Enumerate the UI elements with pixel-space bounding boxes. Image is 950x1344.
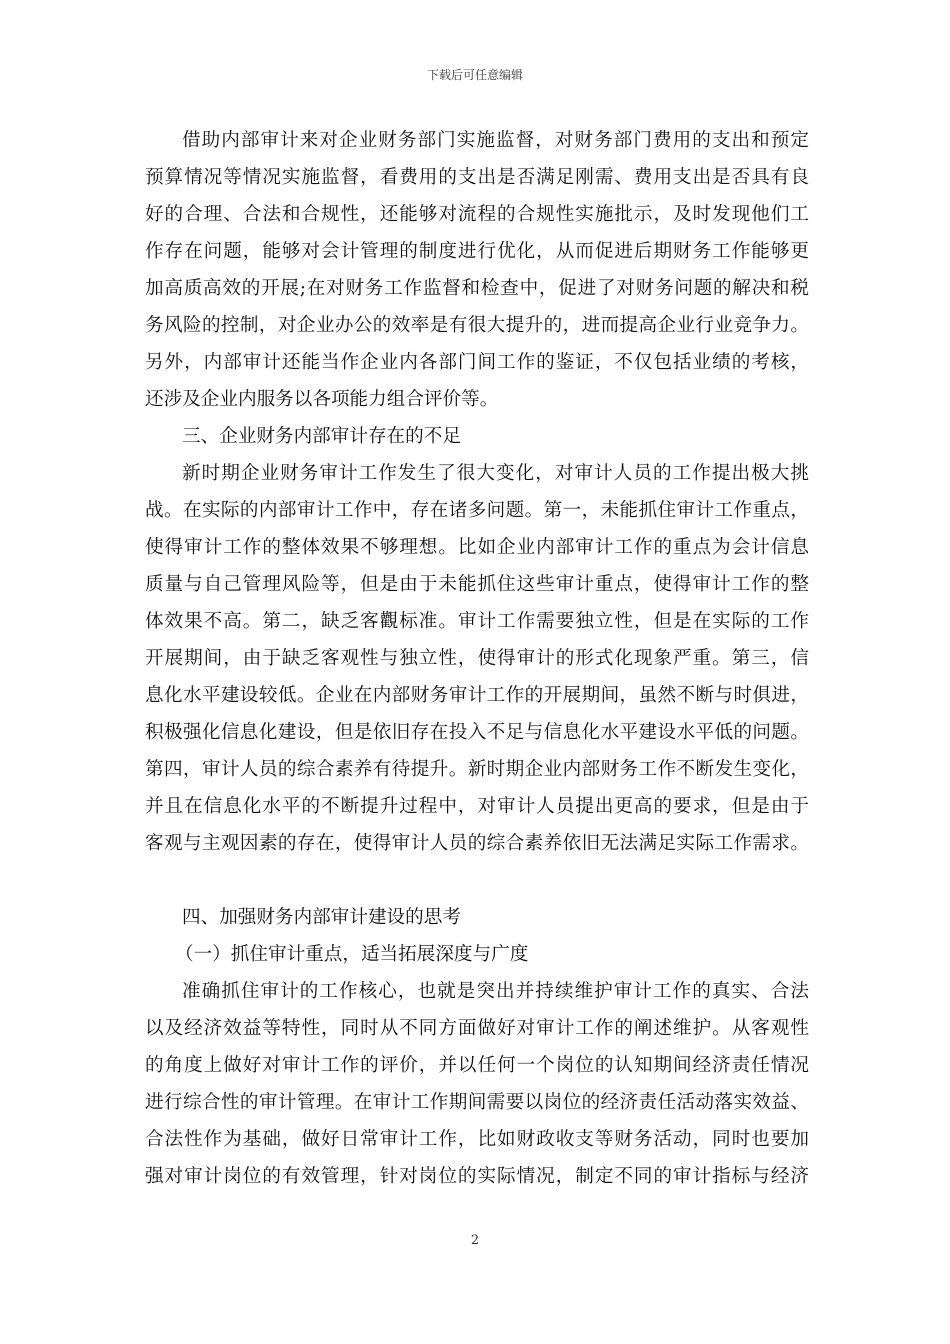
paragraph xyxy=(145,455,809,862)
text-line: 战。在实际的内部审计工作中，存在诸多问题。第一，未能抓住审计工作重点， xyxy=(145,500,809,521)
text-line: 进行综合性的审计管理。在审计工作期间需要以岗位的经济责任活动落实效益、 xyxy=(145,1092,809,1113)
text-line: 另外，内部审计还能当作企业内各部门间工作的鉴证，不仅包括业绩的考核， xyxy=(145,352,809,373)
document-body xyxy=(145,122,809,1195)
text-line: 并且在信息化水平的不断提升过程中，对审计人员提出更高的要求，但是由于 xyxy=(145,796,809,817)
section-heading: 四、加强财务内部审计建设的思考 xyxy=(182,907,461,928)
text-line: 息化水平建设较低。企业在内部财务审计工作的开展期间，虽然不断与时俱进， xyxy=(145,685,809,706)
page-number: 2 xyxy=(470,1233,480,1248)
text-line: 新时期企业财务审计工作发生了很大变化，对审计人员的工作提出极大挑 xyxy=(182,463,809,484)
paragraph xyxy=(145,122,809,418)
text-line: 的角度上做好对审计工作的评价，并以任何一个岗位的认知期间经济责任情况 xyxy=(145,1055,809,1076)
text-line: 体效果不高。第二，缺乏客觀标准。审计工作需要独立性，但是在实际的工作 xyxy=(145,611,809,632)
text-line: 质量与自己管理风险等，但是由于未能抓住这些审计重点，使得审计工作的整 xyxy=(145,574,809,595)
subsection-heading: （一）抓住审计重点，适当拓展深度与广度 xyxy=(175,944,529,965)
text-line: 积极强化信息化建设，但是依旧存在投入不足与信息化水平建设水平低的问题。 xyxy=(145,722,809,743)
text-line: 预算情况等情况实施监督，看费用的支出是否满足刚需、费用支出是否具有良 xyxy=(145,167,809,188)
text-line: 客观与主观因素的存在，使得审计人员的综合素养依旧无法满足实际工作需求。 xyxy=(145,833,809,854)
text-line: 好的合理、合法和合规性，还能够对流程的合规性实施批示，及时发现他们工 xyxy=(145,204,809,225)
text-line: 准确抓住审计的工作核心，也就是突出并持续维护审计工作的真实、合法 xyxy=(182,981,809,1002)
text-line: 还涉及企业内服务以各项能力组合评价等。 xyxy=(145,389,499,410)
blank-line xyxy=(145,862,809,899)
text-line: 加高质高效的开展;在对财务工作监督和检查中，促进了对财务问题的解决和税 xyxy=(145,278,809,299)
section-heading: 三、企业财务内部审计存在的不足 xyxy=(182,426,461,447)
paragraph xyxy=(145,973,809,1195)
text-line: 作存在问题，能够对会计管理的制度进行优化，从而促进后期财务工作能够更 xyxy=(145,241,809,262)
text-line: 以及经济效益等特性，同时从不同方面做好对审计工作的阐述维护。从客观性 xyxy=(145,1018,809,1039)
text-line: 第四，审计人员的综合素养有待提升。新时期企业内部财务工作不断发生变化， xyxy=(145,759,809,780)
text-line: 务风险的控制，对企业办公的效率是有很大提升的，进而提高企业行业竞争力。 xyxy=(145,315,809,336)
page-header: 下载后可任意编辑 xyxy=(426,68,523,82)
text-line: 合法性作为基础，做好日常审计工作，比如财政收支等财务活动，同时也要加 xyxy=(145,1129,809,1150)
text-line: 使得审计工作的整体效果不够理想。比如企业内部审计工作的重点为会计信息 xyxy=(145,537,809,558)
text-line: 开展期间，由于缺乏客观性与独立性，使得审计的形式化现象严重。第三，信 xyxy=(145,648,809,669)
text-line: 强对审计岗位的有效管理，针对岗位的实际情况，制定不同的审计指标与经济 xyxy=(145,1166,809,1187)
text-line: 借助内部审计来对企业财务部门实施监督，对财务部门费用的支出和预定 xyxy=(182,130,809,151)
